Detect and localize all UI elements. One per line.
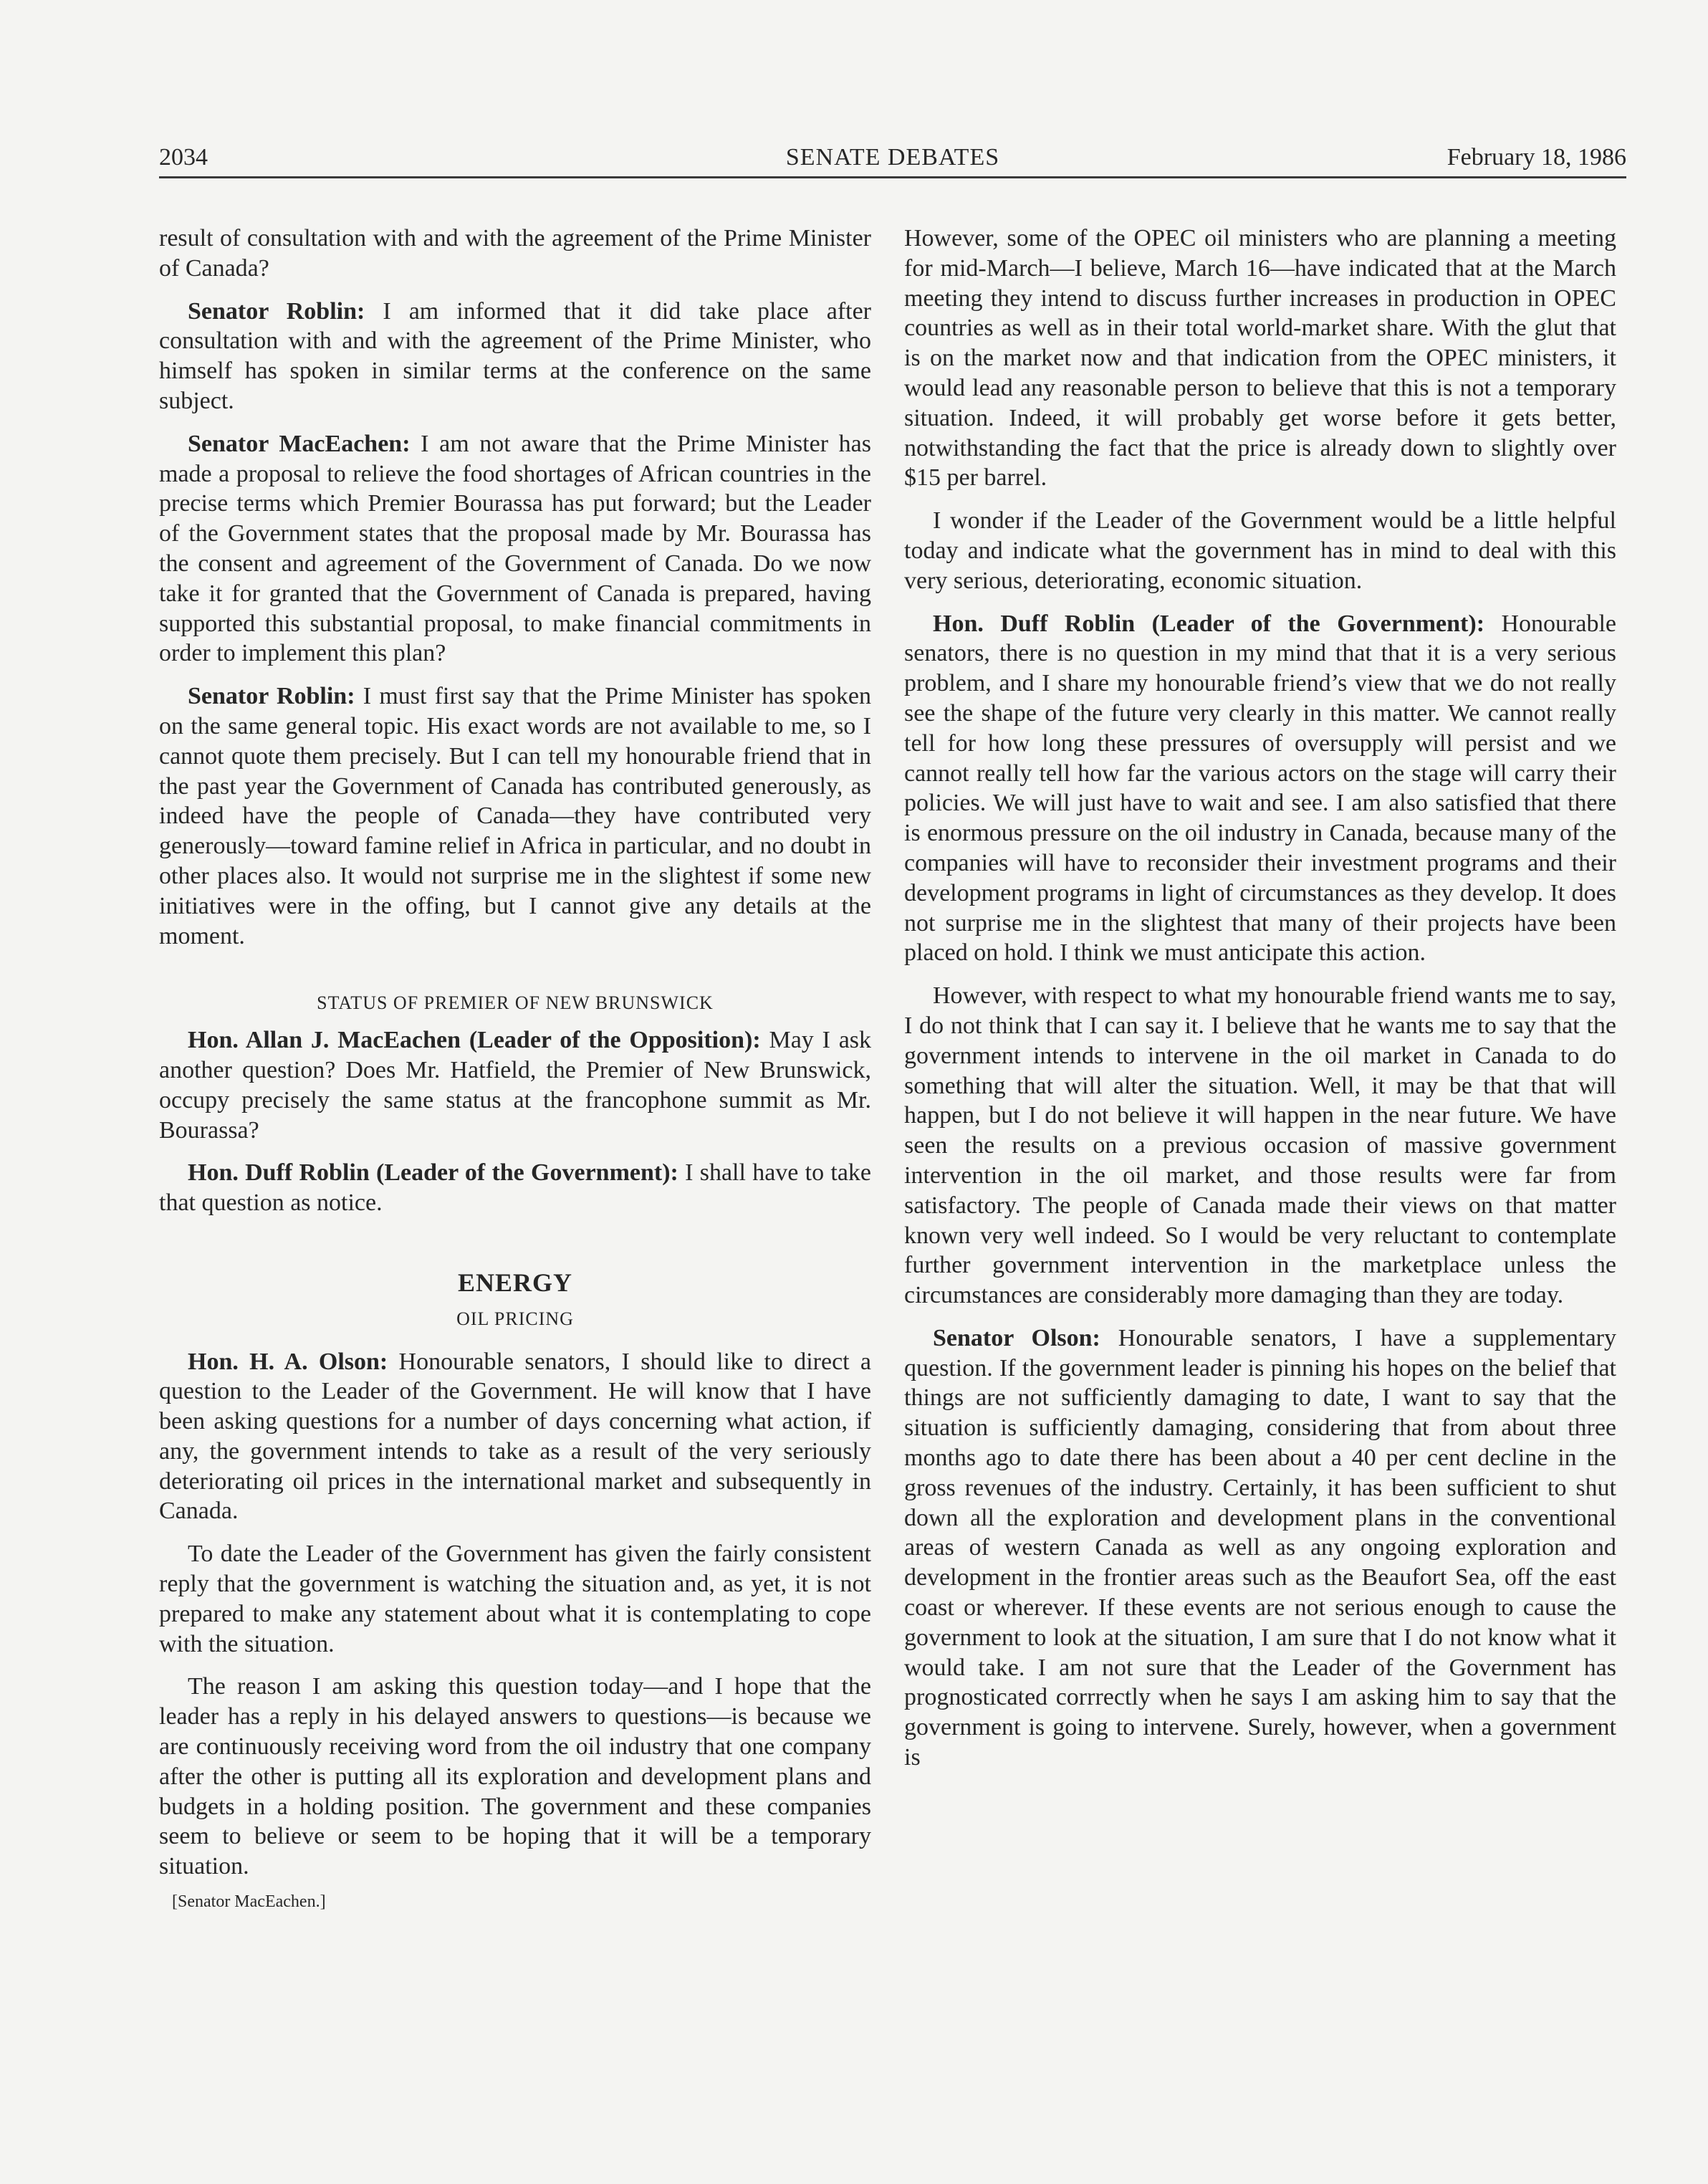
paragraph: Senator Roblin: I am informed that it did take place after consultation with and with the agreement of the Prime Minister, who himself has spoken in similar terms at the conference on the same subject. <box>159 297 871 414</box>
section-subheading: OIL PRICING <box>456 1308 574 1329</box>
speaker-name: Senator Olson: <box>933 1324 1100 1351</box>
speaker-name: Hon. Duff Roblin (Leader of the Government): <box>188 1159 678 1187</box>
paragraph: Hon. Duff Roblin (Leader of the Government): I shall have to take that question as notice. <box>159 1159 872 1217</box>
right-column <box>904 224 1616 1786</box>
page-header <box>159 139 1626 178</box>
paragraph: However, with respect to what my honourable friend wants me to say, I do not think that I can say it. I believe that he wants me to say that the government intends to intervene in the oil market in Canada to do something that will alter the situation. Well, it may be that that will happen, but I do not believe it will happen in the near future. We have seen the results on a previous occasion of massive government intervention in the oil market, and those results were far from satisfactory. The people of Canada made their views on that matter known very well indeed. So I would be very reluctant to contemplate further government intervention in the marketplace unless the circumstances are considerably more damaging than they are today. <box>904 982 1616 1309</box>
paragraph: Hon. H. A. Olson: Honourable senators, I should like to direct a question to the Leader of the Government. He will know that I have been asking questions for a number of days concerning what action, if any, the government intends to take as a result of the very seriously deteriorating oil prices in the international market and subsequently in Canada. <box>159 1348 871 1525</box>
speaker-name: Senator Roblin: <box>188 683 355 710</box>
paragraph: Senator Olson: Honourable senators, I have a supplementary question. If the government leader is pinning his hopes on the belief that things are not sufficiently damaging to date, I want to say that the situation is sufficiently damaging, considering that from about three months ago to date there has been about a 40 per cent decline in the gross revenues of the industry. Certainly, it has been sufficient to shut down all the exploration and development plans in the conventional areas of western Canada as well as any ongoing exploration and development in the frontier areas such as the Beaufort Sea, off the east coast or wherever. If these events are not serious enough to cause the government to look at the situation, I am sure that I do not know what it would take. I am not sure that the Leader of the Government has prognosticated corrrectly when he says I am asking him to say that the government is going to intervene. Surely, however, when a government is <box>904 1324 1616 1771</box>
speaker-name: Hon. H. A. Olson: <box>188 1348 388 1375</box>
page-date: February 18, 1986 <box>1446 144 1626 171</box>
speaker-name: Senator Roblin: <box>188 297 365 325</box>
paragraph: Senator Roblin: I must first say that the Prime Minister has spoken on the same general topic. His exact words are not available to me, so I cannot quote them precisely. But I can tell my honourable friend that in the past year the Government of Canada has contributed generously, as indeed have the people of Canada—they have contributed very generously—toward famine relief in Africa in particular, and no doubt in other places also. It would not surprise me in the slightest if some new initiatives were in the offing, but I cannot give any details at the moment. <box>159 683 871 949</box>
speaker-name: Senator MacEachen: <box>188 430 411 457</box>
left-column <box>159 224 871 1917</box>
publication-title: SENATE DEBATES <box>785 144 1000 171</box>
paragraph: Hon. Allan J. MacEachen (Leader of the Opposition): May I ask another question? Does Mr. Hatfield, the Premier of New Brunswick, occupy precisely the same status at the francophone summit as Mr. Bourassa? <box>159 1027 872 1144</box>
speaker-name: Hon. Duff Roblin (Leader of the Government): <box>933 610 1485 637</box>
paragraph: Senator MacEachen: I am not aware that the Prime Minister has made a proposal to relieve the food shortages of African countries in the precise terms which Premier Bourassa has put forward; but the Leader of the Government states that the proposal made by Mr. Bourassa has the consent and agreement of the Government of Canada. Do we now take it for granted that the Government of Canada is prepared, having supported this substantial proposal, to make financial commitments in order to implement this plan? <box>159 430 871 667</box>
section-subheading: STATUS OF PREMIER OF NEW BRUNSWICK <box>317 992 714 1014</box>
paragraph: Hon. Duff Roblin (Leader of the Government): Honourable senators, there is no question in my mind that that it is a very serious problem, and I share my honourable friend’s view that we do not really see the shape of the future very clearly in this matter. We cannot really tell for how long these pressures of oversupply will persist and we cannot really tell how far the various actors on the stage will carry their policies. We will just have to wait and see. I am also satisfied that there is enormous pressure on the oil industry in Canada, because many of the companies will have to reconsider their investment programs and their development programs in light of circumstances as they develop. It does not surprise me in the slightest that many of their projects have been placed on hold. I think we must anticipate this action. <box>904 610 1616 967</box>
section-heading: ENERGY <box>457 1268 573 1297</box>
paragraph: The reason I am asking this question today—and I hope that the leader has a reply in his delayed answers to questions—is because we are continuously receiving word from the oil industry that one company after the other is putting all its exploration and development plans and budgets in a holding position. The government and these companies seem to believe or seem to be hoping that it will be a temporary situation. <box>159 1673 871 1880</box>
paragraph: I wonder if the Leader of the Government would be a little helpful today and indicate what the government has in mind to deal with this very serious, deteriorating, economic situation. <box>904 507 1616 594</box>
speaker-name: Hon. Allan J. MacEachen (Leader of the Opposition): <box>188 1027 761 1054</box>
paragraph: However, some of the OPEC oil ministers who are planning a meeting for mid-March—I believe, March 16—have indicated that at the March meeting they intend to discuss further increases in production in OPEC countries as well as in their total world-market share. With the glut that is on the market now and that indication from the OPEC ministers, it would lead any reasonable person to believe that this is not a temporary situation. Indeed, it will probably get worse before it gets better, notwithstanding the fact that the price is already down to slightly over $15 per barrel. <box>904 225 1616 492</box>
speaker-footnote: [Senator MacEachen.] <box>172 1892 326 1912</box>
paragraph: To date the Leader of the Government has given the fairly consistent reply that the government is watching the situation and, as yet, it is not prepared to make any statement about what it is contemplating to cope with the situation. <box>159 1541 871 1657</box>
page-number: 2034 <box>159 144 208 171</box>
paragraph: result of consultation with and with the agreement of the Prime Minister of Canada? <box>159 225 871 282</box>
